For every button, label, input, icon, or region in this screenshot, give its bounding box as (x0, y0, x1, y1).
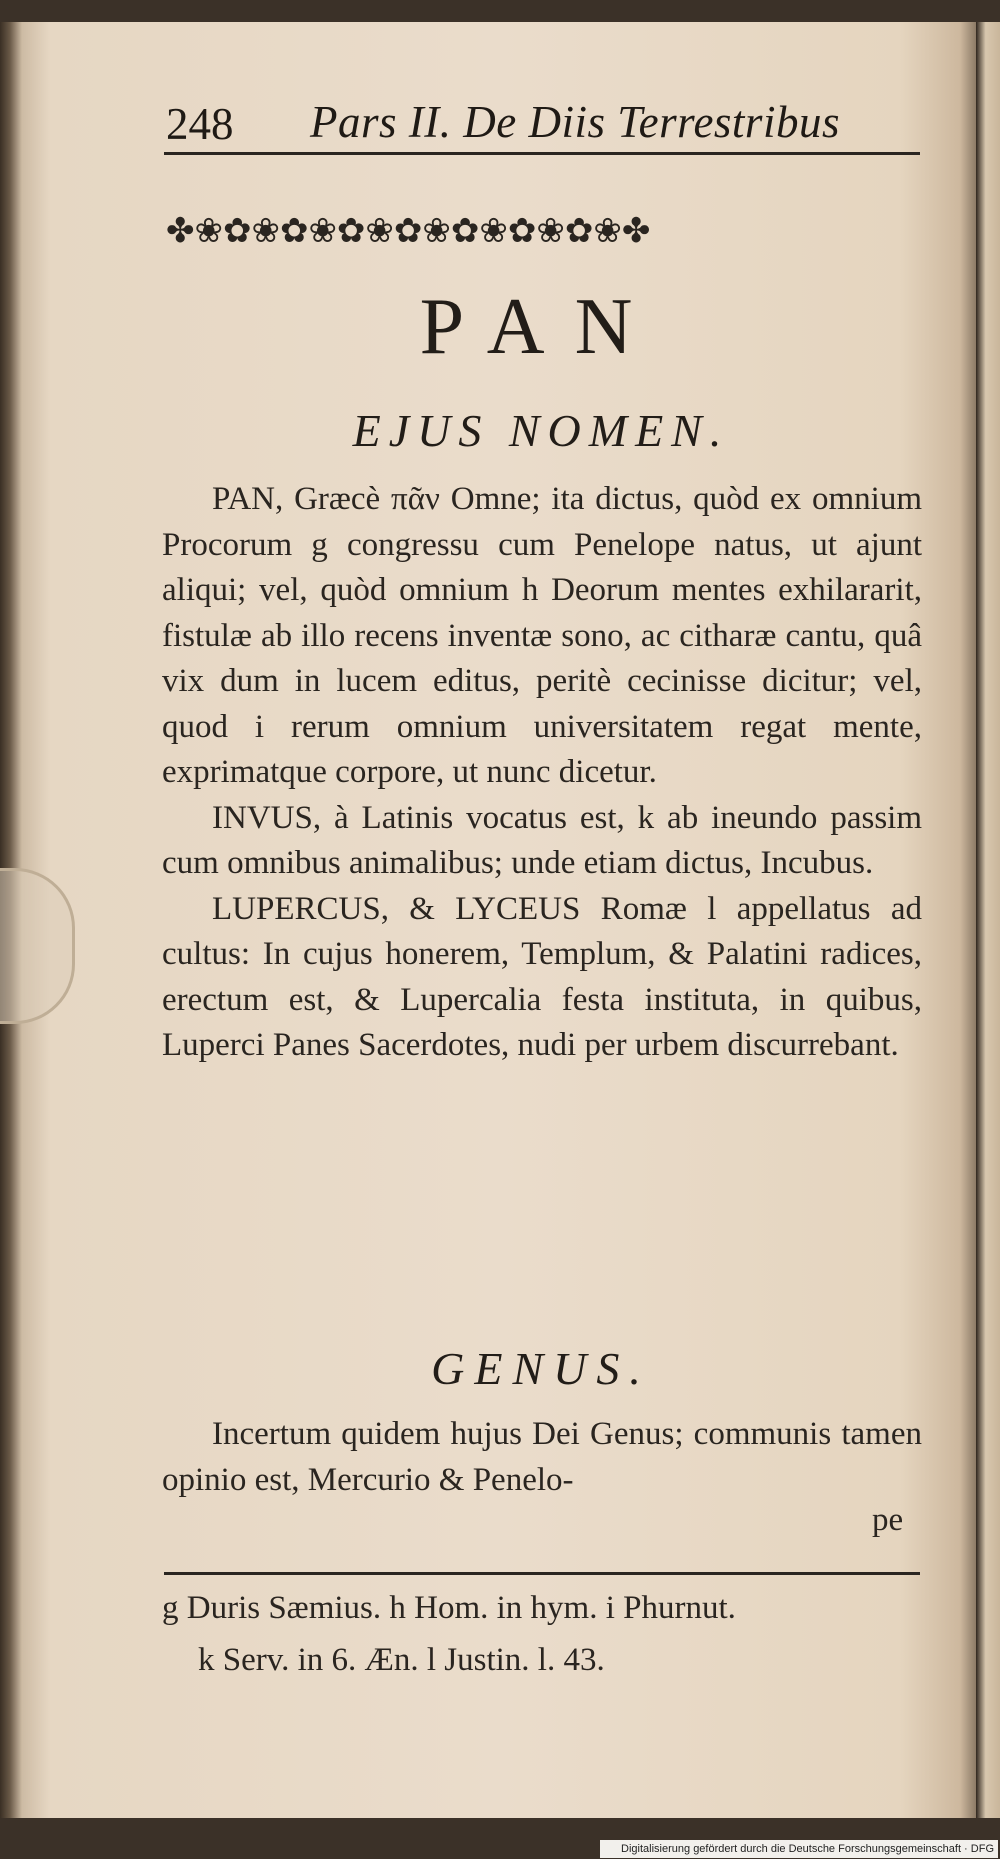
page-number: 248 (166, 99, 234, 149)
footnotes (162, 1582, 922, 1686)
digitization-credit: Digitalisierung gefördert durch die Deutsche Forschungsgemeinschaft · DFG (600, 1840, 998, 1858)
ornament-band: ✤❀✿❀✿❀✿❀✿❀✿❀✿❀✿❀✤ (166, 213, 651, 250)
section-heading-nomen: EJUS NOMEN. (352, 405, 730, 456)
genus-text (162, 1412, 922, 1503)
paragraph-lupercus: LUPERCUS, & LYCEUS Romæ l appellatus ad cultus: In cujus honerem, Templum, & Palatini radices, erectum est, & Lupercalia festa instituta, in quibus, Luperci Panes Sacerdotes, nudi per urbem discurrebant. (162, 890, 922, 1063)
running-title: Pars II. De Diis Terrestribus (310, 97, 840, 147)
footnote-rule (164, 1572, 920, 1575)
paragraph-invus: INVUS, à Latinis vocatus est, k ab ineundo passim cum omnibus animalibus; unde etiam dictus, Incubus. (162, 799, 922, 881)
footnote-line: g Duris Sæmius. h Hom. in hym. i Phurnut. (162, 1590, 736, 1626)
section-heading-genus: GENUS. (431, 1343, 651, 1394)
book-top-edge (0, 0, 1000, 22)
footnote-line: k Serv. in 6. Æn. l Justin. l. 43. (198, 1642, 605, 1678)
paragraph-genus: Incertum quidem hujus Dei Genus; communis tamen opinio est, Mercurio & Penelo- (162, 1416, 922, 1498)
catchword: pe (872, 1502, 904, 1538)
running-header (152, 92, 930, 152)
header-rule (164, 152, 920, 155)
page-content (152, 92, 930, 1678)
main-text (162, 477, 922, 1069)
chapter-title: PAN (419, 283, 663, 371)
book-clasp (0, 868, 75, 1024)
adjacent-page-edge (976, 22, 1000, 1818)
paragraph-pan: PAN, Græcè πᾶν Omne; ita dictus, quòd ex omnium Procorum g congressu cum Penelope natus, ut ajunt aliqui; vel, quòd omnium h Deorum mentes exhilararit, fistulæ ab illo recens inventæ sono, ac citharæ cantu, quâ vix dum in lucem editus, peritè cecinisse dicitur; vel, quod i rerum omnium universitatem regat mente, exprimatque corpore, ut nunc dicetur. (162, 481, 922, 790)
